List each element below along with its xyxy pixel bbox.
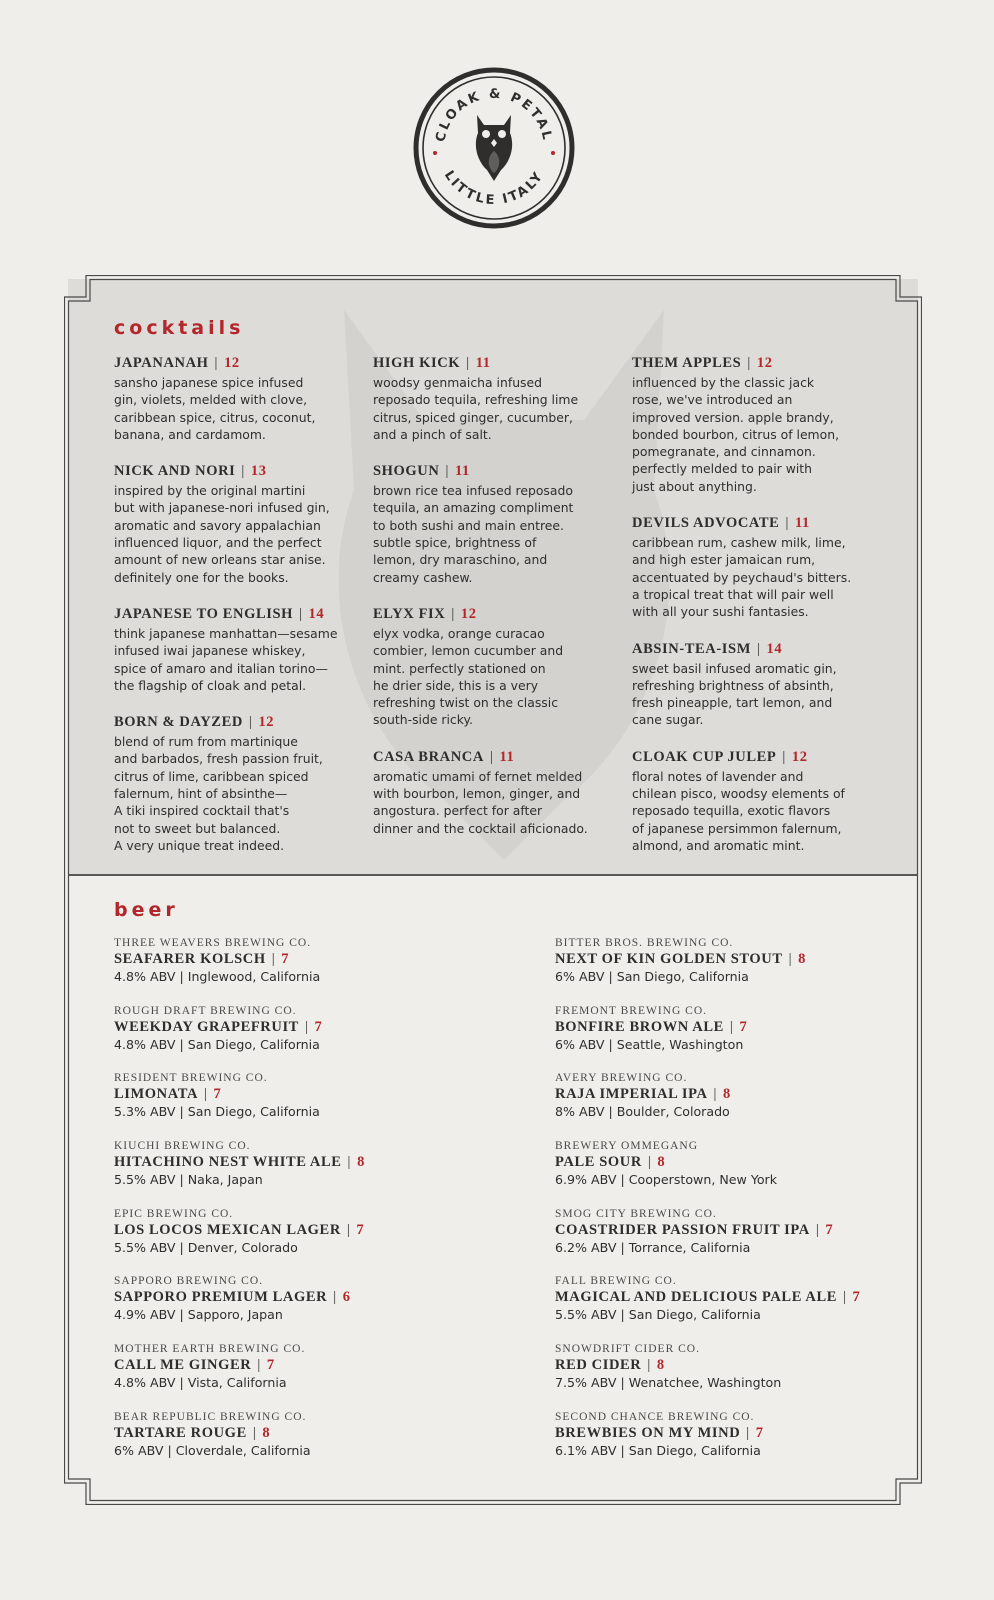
beer-info: 6% ABV | San Diego, California (555, 969, 749, 984)
beer-item (555, 1139, 935, 1207)
price-separator: | (757, 640, 761, 657)
beer-column (114, 936, 494, 1478)
cocktail-item (114, 355, 359, 443)
beer-name: WEEKDAY GRAPEFRUIT (114, 1018, 299, 1035)
cocktail-heading (373, 606, 618, 623)
beer-name: CALL ME GINGER (114, 1357, 252, 1374)
cocktail-heading (632, 515, 877, 532)
brewery-name: AVERY BREWING CO. (555, 1072, 688, 1085)
beer-heading (555, 1018, 935, 1036)
price-separator: | (304, 1018, 309, 1035)
beer-price: 7 (755, 1424, 764, 1441)
cocktail-price: 12 (756, 355, 773, 371)
beer-item (114, 1071, 494, 1139)
cocktail-description: think japanese manhattan—sesame infused iwai japanese whiskey, spice of amaro and italian torino— the flagship of cloak and petal. (114, 625, 338, 693)
cocktail-item (114, 714, 359, 854)
beer-heading (555, 950, 935, 968)
beer-info: 4.8% ABV | Inglewood, California (114, 969, 321, 984)
beer-name: HITACHINO NEST WHITE ALE (114, 1154, 342, 1171)
brewery-name: FALL BREWING CO. (555, 1275, 677, 1288)
cocktail-description: caribbean rum, cashew milk, lime, and high ester jamaican rum, accentuated by peychaud's bitters. a tropical treat that will pair well with all your sushi fantasies. (632, 535, 852, 620)
beer-name: BREWBIES ON MY MIND (555, 1424, 741, 1441)
beer-price: 7 (739, 1018, 748, 1035)
brewery-name: SECOND CHANCE BREWING CO. (555, 1410, 755, 1423)
cocktail-item (373, 463, 618, 586)
cocktail-price: 12 (460, 605, 477, 622)
price-separator: | (647, 1357, 651, 1374)
beer-item (114, 1139, 494, 1207)
cocktail-price: 12 (224, 355, 240, 371)
beer-price: 8 (723, 1086, 731, 1103)
price-separator: | (445, 463, 449, 480)
price-separator: | (214, 355, 219, 371)
beer-item (114, 936, 494, 1004)
beer-heading (555, 1424, 935, 1442)
menu-frame (64, 275, 922, 1505)
price-separator: | (713, 1086, 718, 1103)
beer-price: 7 (281, 951, 290, 967)
cocktail-column (373, 355, 618, 857)
beer-item (114, 1004, 494, 1072)
cocktail-name: CLOAK CUP JULEP (632, 748, 777, 765)
brewery-name: KIUCHI BREWING CO. (114, 1140, 251, 1153)
svg-text:CLOAK & PETAL: CLOAK & PETAL (433, 86, 555, 144)
beer-info: 6.1% ABV | San Diego, California (555, 1442, 761, 1458)
price-separator: | (204, 1086, 208, 1103)
beer-price: 7 (266, 1357, 275, 1374)
price-separator: | (489, 748, 494, 765)
cocktail-heading (373, 749, 618, 766)
cocktail-heading (632, 749, 877, 766)
price-separator: | (815, 1221, 820, 1238)
cocktail-price: 11 (454, 463, 470, 480)
beer-price: 8 (357, 1154, 365, 1171)
beer-info: 4.8% ABV | San Diego, California (114, 1036, 320, 1052)
beer-price: 7 (213, 1086, 222, 1103)
beer-info: 5.5% ABV | Naka, Japan (114, 1172, 263, 1188)
cocktail-column (632, 355, 877, 874)
beer-name: RED CIDER (555, 1357, 642, 1374)
brewery-name: BREWERY OMMEGANG (555, 1140, 699, 1153)
cocktail-item (373, 355, 618, 443)
cocktail-name: HIGH KICK (373, 355, 461, 371)
cocktail-price: 14 (308, 605, 325, 622)
beer-heading (114, 1153, 494, 1171)
cocktail-description: inspired by the original martini but with japanese-nori infused gin, aromatic and savory appalachian influenced liquor, and the perfect amount of new orleans star anise. definitely one for the books. (114, 483, 330, 585)
cocktail-item (114, 463, 359, 586)
cocktail-price: 11 (475, 355, 491, 371)
cocktail-item (373, 606, 618, 729)
cocktail-name: JAPANESE TO ENGLISH (114, 605, 294, 622)
brewery-name: EPIC BREWING CO. (114, 1207, 234, 1220)
cocktail-heading (114, 463, 359, 480)
cocktail-heading (373, 355, 618, 372)
cocktail-name: ABSIN-TEA-ISM (632, 640, 751, 657)
cocktail-column (114, 355, 359, 874)
brewery-name: RESIDENT BREWING CO. (114, 1072, 268, 1085)
beer-column (555, 936, 935, 1478)
cocktail-name: NICK AND NORI (114, 463, 236, 480)
brewery-name: ROUGH DRAFT BREWING CO. (114, 1004, 297, 1017)
cocktail-description: brown rice tea infused reposado tequila, an amazing compliment to both sushi and main entree. subtle spice, brightness of lemon, dry maraschino, and creamy cashew. (373, 483, 574, 585)
price-separator: | (729, 1018, 734, 1035)
cocktail-name: ELYX FIX (373, 605, 446, 622)
beer-info: 5.3% ABV | San Diego, California (114, 1104, 320, 1120)
owl-badge-icon (413, 67, 575, 229)
beer-item (555, 936, 935, 1004)
cocktail-item (632, 749, 877, 854)
brewery-name: BITTER BROS. BREWING CO. (555, 937, 734, 949)
price-separator: | (257, 1357, 261, 1374)
beer-price: 7 (852, 1289, 861, 1306)
cocktail-item (632, 515, 877, 620)
beer-info: 6.9% ABV | Cooperstown, New York (555, 1172, 778, 1188)
price-separator: | (785, 515, 789, 532)
cocktail-price: 13 (250, 463, 267, 480)
beer-price: 8 (262, 1424, 271, 1441)
beer-info: 6% ABV | Seattle, Washington (555, 1036, 744, 1052)
cocktail-description: elyx vodka, orange curacao combier, lemon cucumber and mint. perfectly stationed on he drier side, this is a very refreshing twist on the classic south-side ricky. (373, 625, 564, 728)
beer-item (555, 1207, 935, 1275)
cocktail-price: 12 (258, 714, 275, 731)
beer-heading (555, 1288, 935, 1306)
price-separator: | (347, 1154, 352, 1171)
cocktail-price: 12 (791, 748, 808, 765)
beer-item (114, 1342, 494, 1410)
beer-heading (114, 1221, 494, 1239)
cocktail-price: 11 (794, 515, 810, 532)
beer-name: COASTRIDER PASSION FRUIT IPA (555, 1221, 810, 1238)
cocktail-name: CASA BRANCA (373, 748, 484, 765)
cocktail-description: blend of rum from martinique and barbados, fresh passion fruit, citrus of lime, caribbean spiced falernum, hint of absinthe— A tiki inspired cocktail that's not to sweet but balanced. A very unique treat indeed. (114, 734, 323, 853)
price-separator: | (299, 605, 303, 622)
beer-heading (555, 1085, 935, 1103)
cocktail-item (114, 606, 359, 694)
brewery-name: FREMONT BREWING CO. (555, 1004, 708, 1017)
beer-info: 5.5% ABV | San Diego, California (555, 1307, 761, 1323)
beer-heading (114, 1288, 494, 1306)
price-separator: | (248, 714, 253, 731)
price-separator: | (747, 355, 751, 371)
beer-price: 8 (656, 1357, 665, 1374)
price-separator: | (333, 1289, 337, 1306)
beer-name: RAJA IMPERIAL IPA (555, 1086, 708, 1103)
cocktails-heading: cocktails (114, 317, 245, 339)
cocktail-description: sweet basil infused aromatic gin, refreshing brightness of absinth, fresh pineapple, tart lemon, and cane sugar. (632, 660, 837, 728)
cocktail-heading (373, 463, 618, 480)
beer-item (114, 1274, 494, 1342)
cocktail-name: THEM APPLES (632, 355, 742, 371)
beer-item (555, 1410, 935, 1478)
cocktail-item (632, 355, 877, 495)
cocktail-name: BORN & DAYZED (114, 714, 243, 731)
beer-info: 6% ABV | Cloverdale, California (114, 1442, 311, 1458)
beer-name: LOS LOCOS MEXICAN LAGER (114, 1221, 341, 1238)
beer-item (555, 1274, 935, 1342)
beer-price: 7 (314, 1018, 323, 1035)
beer-info: 7.5% ABV | Wenatchee, Washington (555, 1375, 782, 1391)
beer-price: 8 (798, 951, 807, 967)
price-separator: | (782, 748, 786, 765)
beer-price: 7 (356, 1221, 365, 1238)
price-separator: | (241, 463, 245, 480)
beer-heading (555, 1356, 935, 1374)
beer-heading (555, 1153, 935, 1171)
beer-info: 6.2% ABV | Torrance, California (555, 1239, 751, 1255)
cocktail-heading (114, 606, 359, 623)
cocktail-heading (114, 355, 359, 372)
beer-name: SEAFARER KOLSCH (114, 951, 266, 967)
beer-name: NEXT OF KIN GOLDEN STOUT (555, 951, 783, 967)
beer-item (555, 1342, 935, 1410)
brewery-name: SAPPORO BREWING CO. (114, 1275, 264, 1288)
cocktail-name: JAPANANAH (114, 355, 209, 371)
beer-heading (114, 950, 494, 968)
beer-item (555, 1071, 935, 1139)
beer-name: TARTARE ROUGE (114, 1424, 247, 1441)
price-separator: | (466, 355, 470, 371)
cocktail-heading (632, 641, 877, 658)
beer-name: SAPPORO PREMIUM LAGER (114, 1289, 328, 1306)
cocktail-price: 14 (766, 640, 783, 657)
cocktail-item (373, 749, 618, 837)
brewery-name: SMOG CITY BREWING CO. (555, 1207, 717, 1220)
brewery-name: MOTHER EARTH BREWING CO. (114, 1343, 306, 1356)
price-separator: | (746, 1424, 750, 1441)
beer-price: 7 (825, 1221, 834, 1238)
beer-heading (114, 1085, 494, 1103)
beer-price: 8 (657, 1154, 666, 1171)
beer-heading (555, 1221, 935, 1239)
cocktail-description: floral notes of lavender and chilean pisco, woodsy elements of reposado tequilla, exotic flavors of japanese persimmon falernum, almond, and aromatic mint. (632, 768, 845, 853)
brewery-name: THREE WEAVERS BREWING CO. (114, 937, 312, 949)
cocktail-item (632, 641, 877, 729)
cloak-and-petal-logo (413, 67, 575, 229)
beer-info: 4.8% ABV | Vista, California (114, 1375, 287, 1391)
beer-item (555, 1004, 935, 1072)
beer-info: 4.9% ABV | Sapporo, Japan (114, 1307, 283, 1323)
price-separator: | (271, 951, 276, 967)
price-separator: | (843, 1289, 847, 1306)
price-separator: | (252, 1424, 257, 1441)
cocktail-name: SHOGUN (373, 463, 440, 480)
price-separator: | (647, 1154, 652, 1171)
beer-name: BONFIRE BROWN ALE (555, 1018, 724, 1035)
cocktail-description: influenced by the classic jack rose, we've introduced an improved version. apple brandy, bonded bourbon, citrus of lemon, pomegranate, and cinnamon. perfectly melded to pair with just about anything. (632, 375, 840, 494)
brewery-name: SNOWDRIFT CIDER CO. (555, 1343, 700, 1356)
beer-price: 6 (342, 1289, 351, 1306)
cocktail-price: 11 (499, 748, 515, 765)
price-separator: | (346, 1221, 351, 1238)
brewery-name: BEAR REPUBLIC BREWING CO. (114, 1410, 307, 1423)
cocktail-description: woodsy genmaicha infused reposado tequila, refreshing lime citrus, spiced ginger, cucumber, and a pinch of salt. (373, 375, 579, 442)
beer-name: PALE SOUR (555, 1154, 642, 1171)
price-separator: | (788, 951, 793, 967)
beer-name: LIMONATA (114, 1086, 199, 1103)
beer-heading: beer (114, 899, 179, 921)
cocktail-heading (114, 714, 359, 731)
price-separator: | (451, 605, 455, 622)
beer-item (114, 1410, 494, 1478)
cocktail-description: aromatic umami of fernet melded with bourbon, lemon, ginger, and angostura. perfect for after dinner and the cocktail aficionado. (373, 768, 588, 836)
beer-info: 8% ABV | Boulder, Colorado (555, 1104, 730, 1120)
beer-info: 5.5% ABV | Denver, Colorado (114, 1239, 298, 1255)
cocktail-description: sansho japanese spice infused gin, violets, melded with clove, caribbean spice, citrus, coconut, banana, and cardamom. (114, 375, 316, 442)
beer-heading (114, 1424, 494, 1442)
beer-heading (114, 1018, 494, 1036)
cocktail-heading (632, 355, 877, 372)
svg-text:LITTLE ITALY: LITTLE ITALY (440, 168, 548, 209)
beer-item (114, 1207, 494, 1275)
cocktail-name: DEVILS ADVOCATE (632, 515, 780, 532)
beer-heading (114, 1356, 494, 1374)
beer-name: MAGICAL AND DELICIOUS PALE ALE (555, 1289, 838, 1306)
